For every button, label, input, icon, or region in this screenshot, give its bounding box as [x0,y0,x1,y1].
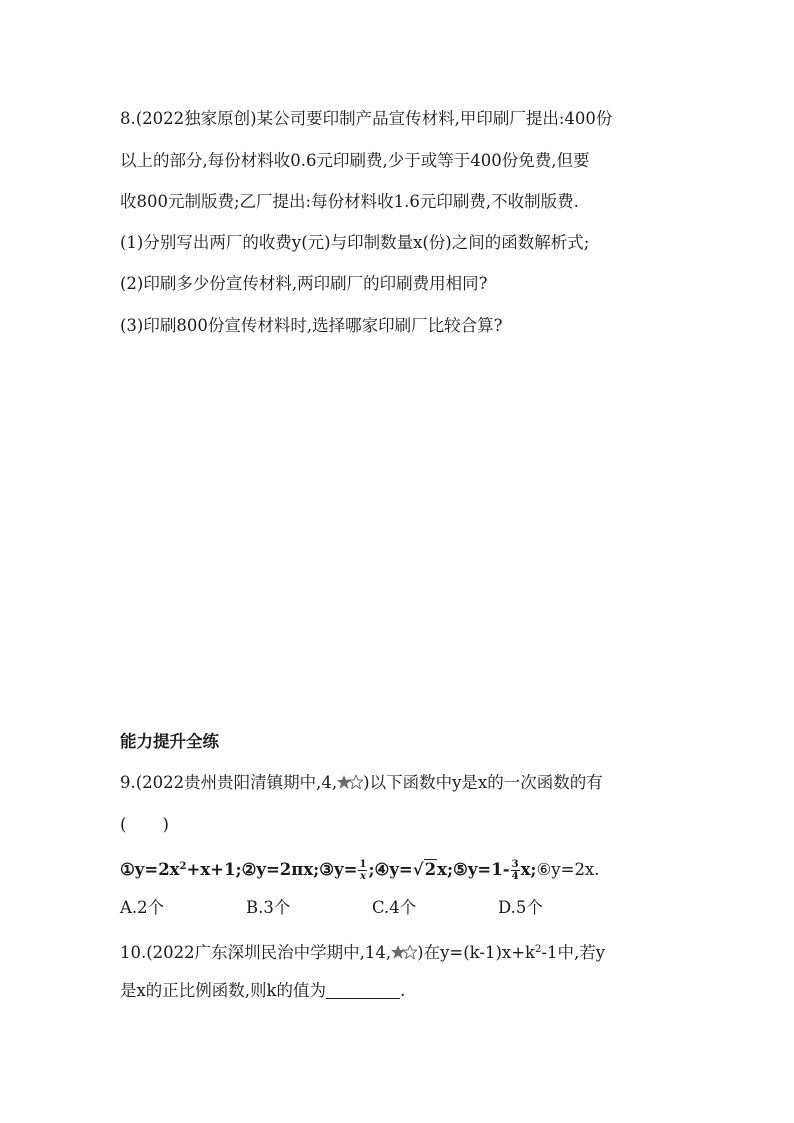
q8-line-3: 收800元制版费;乙厂提出:每份材料收1.6元印刷费,不收制版费. [120,192,579,211]
eq-3: ③y= $\frac{1}{x}$ ; [319,859,375,882]
q9-equations [120,855,600,882]
q8-part-3: (3)印刷800份宣传材料时,选择哪家印刷厂比较合算? [120,316,503,335]
q10-stem [120,938,605,965]
difficulty-star-icon [337,775,363,789]
q8-part-2: (2)印刷多少份宣传材料,两印刷厂的印刷费用相同? [120,274,488,293]
option-a: A.2个 [120,898,165,917]
paren-right: ) [162,815,169,834]
q9-stem [120,771,603,795]
option-c: C.4个 [372,898,417,917]
difficulty-star-icon [391,945,417,959]
answer-blank[interactable] [326,982,400,999]
option-d: D.5个 [498,898,543,917]
q9-suffix: )以下函数中y是x的一次函数的有 [363,773,603,792]
q10-sup: 2 [535,944,542,955]
q8-part-1: (1)分别写出两厂的收费y(元)与印制数量x(份)之间的函数解析式; [120,233,590,252]
q10-text: 是x的正比例函数,则k的值为 [120,981,327,1000]
q9-options [120,896,600,920]
q10-line-2 [120,979,405,1003]
section-title: 能力提升全练 [120,732,219,751]
option-b: B.3个 [246,898,291,917]
eq-6: ⑥y=2x. [536,860,600,879]
eq-1: $①y=2x^2+x+1$; [120,860,242,879]
q10-prefix: 10.(2022广东深圳民治中学期中,14, [120,943,392,962]
q10-suffix: -1中,若y [541,943,606,962]
q9-prefix: 9.(2022贵州贵阳清镇期中,4, [120,773,338,792]
eq-5: ⑤y=1- $\frac{3}{4}$ x; [453,859,537,882]
q8-line-1: 8.(2022独家原创)某公司要印制产品宣传材料,甲印刷厂提出:400份 [120,109,613,128]
eq-2: ②y=2πx; [241,860,320,879]
q10-mid: )在y=(k-1)x+k [417,943,536,962]
q8-line-2: 以上的部分,每份材料收0.6元印刷费,少于或等于400份免费,但要 [120,151,590,170]
q9-answer-paren [120,813,169,837]
paren-left: ( [120,815,127,834]
q10-end: . [400,981,406,1000]
eq-4: ④y=√2x; [374,860,454,879]
